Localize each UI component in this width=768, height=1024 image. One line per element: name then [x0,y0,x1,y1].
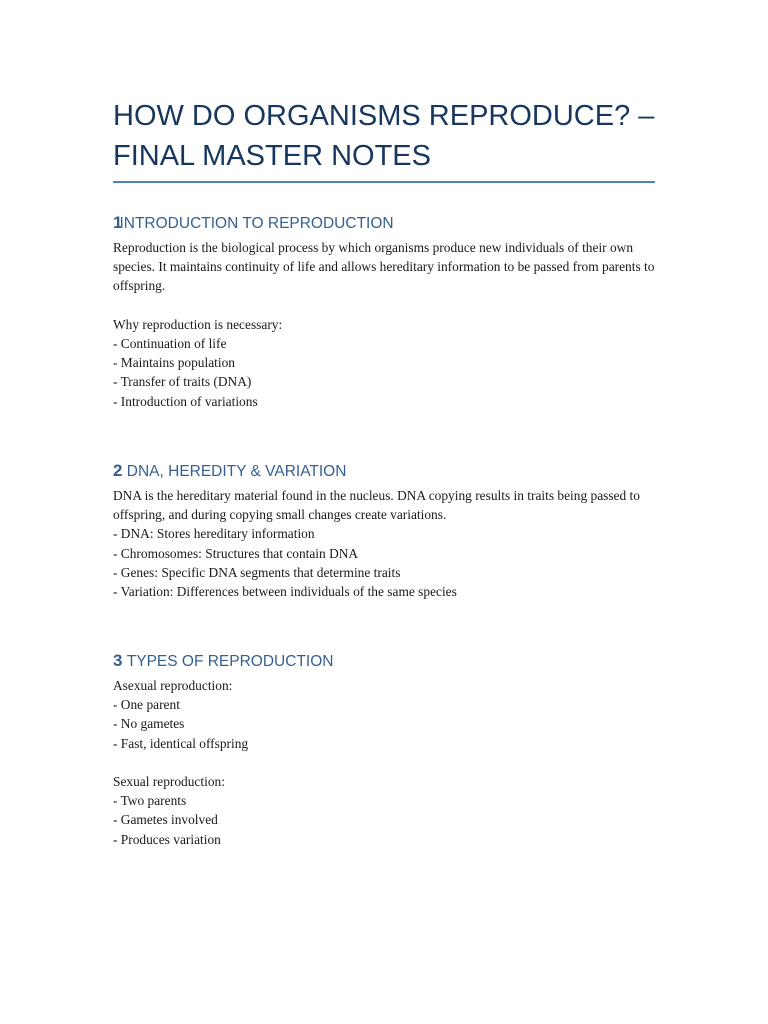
list-item: - Two parents [113,793,187,809]
list-item: - Genes: Specific DNA segments that determine traits [113,564,401,580]
section-number: 2 [113,461,123,480]
section-title: TYPES OF REPRODUCTION [126,653,334,670]
section-types-of-reproduction [113,650,655,849]
section-title: DNA, HEREDITY & VARIATION [126,463,347,480]
section-heading [113,460,655,483]
list-item: - Continuation of life [113,336,227,351]
spacer [113,296,655,315]
section-dna-heredity [113,460,655,601]
section-number: 1 [113,213,120,232]
section-heading [113,212,655,235]
list-item: - DNA: Stores hereditary information [113,526,315,542]
subheading: Why reproduction is necessary: [113,316,283,332]
section-paragraph: Reproduction is the biological process by which organisms produce new individuals of their own species. It maintains continuity of life and allows hereditary information to be passed from parents to offspring. [113,240,655,294]
subheading-asexual: Asexual reproduction: [113,678,233,693]
section-introduction [113,212,655,411]
list-item: - Gametes involved [113,812,218,828]
list-item: - One parent [113,697,180,713]
list-item: - Produces variation [113,831,221,847]
list-item: - Transfer of traits (DNA) [113,374,252,390]
spacer [113,753,655,772]
subheading-sexual: Sexual reproduction: [113,774,225,789]
section-title: INTRODUCTION TO REPRODUCTION [119,215,394,232]
list-item: - Maintains population [113,355,235,371]
section-heading [113,650,655,673]
document-title: HOW DO ORGANISMS REPRODUCE? – FINAL MASTER NOTES [113,100,655,172]
section-number: 3 [113,651,123,670]
document-page [113,96,655,183]
section-paragraph: DNA is the hereditary material found in the nucleus. DNA copying results in traits being passed to offspring, and during copying small changes create variations. [113,488,640,523]
title-divider [113,181,655,183]
list-item: - Chromosomes: Structures that contain DNA [113,545,359,561]
list-item: - Introduction of variations [113,393,258,409]
list-item: - No gametes [113,716,185,732]
list-item: - Fast, identical offspring [113,735,249,751]
list-item: - Variation: Differences between individuals of the same species [113,584,457,600]
